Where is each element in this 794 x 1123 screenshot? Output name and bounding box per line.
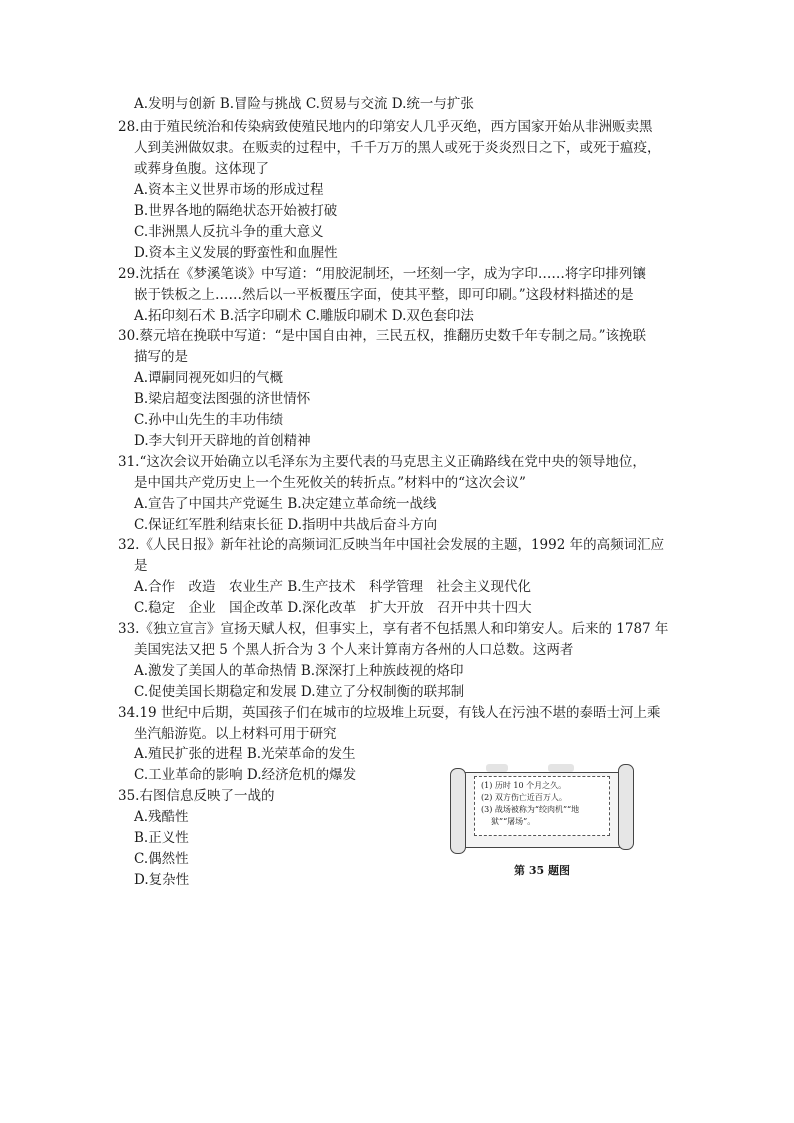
figure-caption: 第 35 题图 [514,864,570,877]
q35-option-b: B.正义性 [134,830,189,846]
figure-item: (2) 双方伤亡近百万人。 [481,793,567,802]
q28-stem-cont: 或葬身鱼腹。这体现了 [134,161,269,177]
q29-stem: 29.沈括在《梦溪笔谈》中写道：“用胶泥制坯，一坯刻一字，成为字印……将字印排列镶 [118,266,646,282]
figure-item: (1) 历时 10 个月之久。 [481,781,567,790]
q28-option-b: B.世界各地的隔绝状态开始被打破 [134,203,338,219]
q33-stem-cont: 美国宪法又把 5 个黑人折合为 3 个人来计算南方各州的人口总数。这两者 [134,642,574,658]
q28-option-d: D.资本主义发展的野蛮性和血腥性 [134,245,338,261]
q35-figure [448,764,636,884]
figure-item: 狱”“屠场”。 [491,817,536,826]
q33-stem: 33.《独立宣言》宣扬天赋人权，但事实上，享有者不包括黑人和印第安人。后来的 1787 年 [118,621,669,637]
scan-smudge [486,764,508,772]
scroll-roll-right [618,764,634,850]
q35-stem: 35.右图信息反映了一战的 [118,788,275,804]
figure-item: (3) 战场被称为“绞肉机”“地 [481,805,580,814]
q31-stem: 31.“这次会议开始确立以毛泽东为主要代表的马克思主义正确路线在党中央的领导地位， [118,454,646,470]
q30-option-b: B.梁启超变法图强的济世情怀 [134,391,311,407]
q30-option-c: C.孙中山先生的丰功伟绩 [134,412,284,428]
q34-stem-cont: 坐汽船游览。以上材料可用于研究 [134,726,337,742]
q28-stem-cont: 人到美洲做奴隶。在贩卖的过程中，千千万万的黑人或死于炎炎烈日之下，或死于瘟疫， [134,140,661,156]
figure-text-box [474,776,610,836]
q33-options-cd: C.促使美国长期稳定和发展 D.建立了分权制衡的联邦制 [134,684,465,700]
q30-option-a: A.谭嗣同视死如归的气概 [134,370,284,386]
q35-option-c: C.偶然性 [134,851,189,867]
q32-options-cd: C.稳定 企业 国企改革 D.深化改革 扩大开放 召开中共十四大 [134,600,532,616]
q31-options-cd: C.保证红军胜利结束长征 D.指明中共战后奋斗方向 [134,517,438,533]
q28-option-c: C.非洲黑人反抗斗争的重大意义 [134,224,324,240]
scroll-roll-left [450,768,466,854]
q28-stem: 28.由于殖民统治和传染病致使殖民地内的印第安人几乎灭绝，西方国家开始从非洲贩卖黑 [118,119,653,135]
q33-options-ab: A.激发了美国人的革命热情 B.深深打上种族歧视的烙印 [134,663,464,679]
q30-stem: 30.蔡元培在挽联中写道：“是中国自由神，三民五权，推翻历史数千年专制之局。”该挽联 [118,328,647,344]
q32-stem-cont: 是 [134,558,148,574]
q35-option-a: A.残酷性 [134,809,189,825]
q32-options-ab: A.合作 改造 农业生产 B.生产技术 科学管理 社会主义现代化 [134,579,532,595]
q34-options-ab: A.殖民扩张的进程 B.光荣革命的发生 [134,746,356,762]
q30-option-d: D.李大钊开天辟地的首创精神 [134,433,311,449]
q32-stem: 32.《人民日报》新年社论的高频词汇反映当年中国社会发展的主题，1992 年的高频词汇应 [118,537,665,553]
q28-option-a: A.资本主义世界市场的形成过程 [134,182,324,198]
q34-stem: 34.19 世纪中后期，英国孩子们在城市的垃圾堆上玩耍，有钱人在污浊不堪的泰晤士河上乘 [118,705,661,721]
q31-stem-cont: 是中国共产党历史上一个生死攸关的转折点。”材料中的“这次会议” [134,475,526,491]
q30-stem-cont: 描写的是 [134,349,188,365]
q34-options-cd: C.工业革命的影响 D.经济危机的爆发 [134,767,357,783]
q29-options: A.拓印刻石术 B.活字印刷术 C.雕版印刷术 D.双色套印法 [134,308,474,324]
q27-options: A.发明与创新 B.冒险与挑战 C.贸易与交流 D.统一与扩张 [134,96,474,112]
scan-smudge [548,764,574,772]
q29-stem-cont: 嵌于铁板之上……然后以一平板覆压字面，使其平整，即可印刷。”这段材料描述的是 [134,287,634,303]
q35-option-d: D.复杂性 [134,872,190,888]
q31-options-ab: A.宣告了中国共产党诞生 B.决定建立革命统一战线 [134,496,437,512]
